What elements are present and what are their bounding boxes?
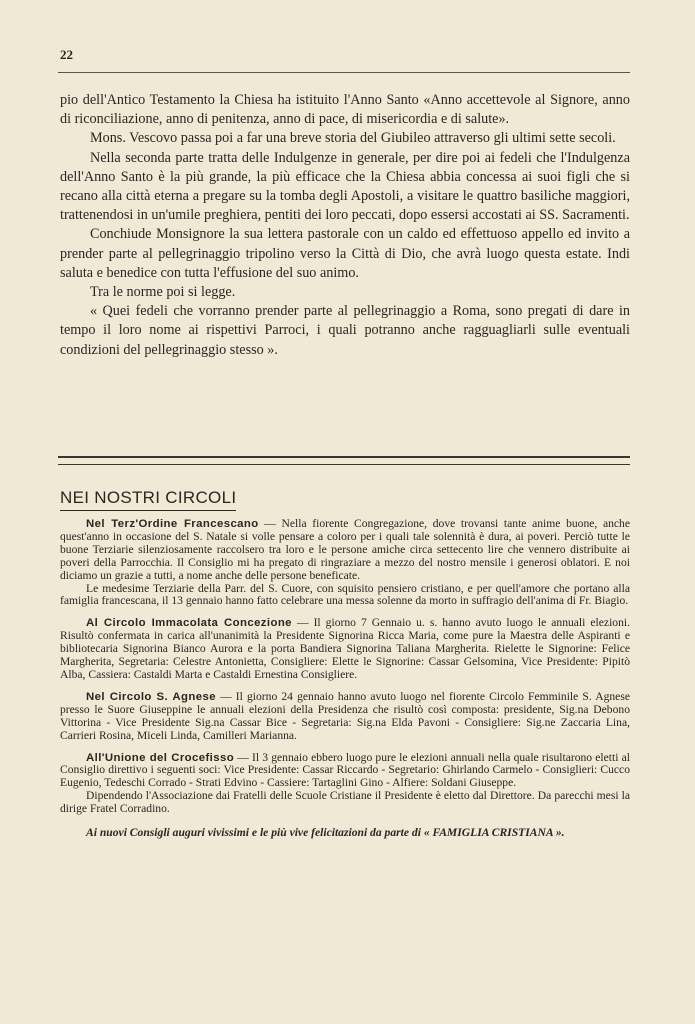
news-paragraph [60, 617, 630, 682]
body-paragraph: Mons. Vescovo passa poi a far una breve storia del Giubileo attraverso gli ultimi sette secoli. [90, 130, 616, 147]
news-text: — Nella fiorente Congregazione, dove trovansi tante anime buone, anche quest'anno in occasione del S. Natale si volle pensare a coloro per i quali tale solennità è dura, ai poveri. Perciò tutte le buone Terziarie silenziosamente raccolsero tra loro e le persone amiche circa settecento lire che vennero distribuite ai poveri della Parrocchia. Il Consiglio mi ha pregato di ringraziare a mezzo del nostro mensile i generosi oblatori. E noi diciamo un grazie a tutti, a nome anche delle persone beneficate. [60, 517, 631, 582]
news-item [60, 617, 630, 682]
body-paragraph: Tra le norme poi si legge. [90, 284, 236, 301]
news-heading: All'Unione del Crocefisso [86, 751, 235, 764]
closing-greeting: Ai nuovi Consigli auguri vivissimi e le più vive felicitazioni da parte di « FAMIGLIA CRISTIANA ». [86, 826, 565, 840]
news-heading: Nel Circolo S. Agnese [86, 690, 216, 703]
article-body [60, 91, 630, 360]
body-paragraph: pio dell'Antico Testamento la Chiesa ha istituito l'Anno Santo «Anno accettevole al Signore, anno di riconciliazione, anno di penitenza, anno di pace, di misericordia e di salute». [60, 92, 630, 128]
news-heading: Al Circolo Immacolata Concezione [86, 617, 292, 630]
body-paragraph: « Quei fedeli che vorranno prender parte al pellegrinaggio a Roma, sono pregati di dare in tempo il loro nome ai rispettivi Parroci, i quali potranno anche ragguagliarli sulle eventuali condizioni del pellegrinaggio stesso ». [60, 303, 630, 358]
section-title: NEI NOSTRI CIRCOLI [60, 488, 236, 511]
page-number: 22 [60, 47, 73, 62]
news-heading: Nel Terz'Ordine Francescano [86, 518, 259, 530]
body-paragraph: Nella seconda parte tratta delle Indulgenze in generale, per dire poi ai fedeli che l'Indulgenza dell'Anno Santo è la più grande, la più efficace che la Chiesa abbia concessa ai suoi figli che si recano alla città eterna a pregare su la tomba degli Apostoli, a visitare le quattro basiliche maggiori, trattenendosi in un'umile preghiera, pentiti dei loro peccati, dopo essersi accostati ai SS. Sacramenti. [60, 149, 630, 224]
news-paragraph-extra: Dipendendo l'Associazione dai Fratelli delle Scuole Cristiane il Presidente è eletto dal Direttore. Da parecchi mesi la dirige Fratel Corradino. [60, 789, 630, 816]
news-item [60, 691, 630, 743]
news-text: — Il giorno 7 Gennaio u. s. hanno avuto luogo le annuali elezioni. Risultò confermata in carica all'unanimità la Presidente Signorina Ricca Maria, come pure la Maestra delle Aspiranti e bibliotecaria Signorina Bianco Aurora e la porta Bandiera Signorina Taliana Margherita. Rielette le Signorine: Felice Margherita, Segretaria: Celestre Antonietta, Consigliere: Elette le Signorine: Cassar Gelsomina, Vice Presidente: Pipitò Alba, Cassiera: Castaldi Marta e Castaldi Ernestina Consigliere. [60, 616, 630, 681]
news-item [60, 518, 630, 608]
news-paragraph-extra: Le medesime Terziarie della Parr. del S. Cuore, con squisito pensiero cristiano, e per quell'amore che portano alla famiglia francescana, il 13 gennaio hanno fatto celebrare una messa solenne da morto in suffragio dell'anima di Fr. Biagio. [60, 581, 630, 608]
news-text: — Il 3 gennaio ebbero luogo pure le elezioni annuali nella quale risultarono eletti al Consiglio direttivo i seguenti soci: Vice Presidente: Cassar Riccardo - Segretario: Ghirlando Carmelo - Consiglieri: Cucco Eugenio, Tedeschi Corrado - Strati Edvino - Cassiere: Tartaglini Gino - Alfiere: Soldani Giuseppe. [60, 750, 630, 790]
news-paragraph [60, 518, 630, 583]
header-rule [58, 72, 630, 73]
news-item [60, 752, 630, 817]
news-paragraph [60, 691, 630, 743]
body-paragraph: Conchiude Monsignore la sua lettera pastorale con un caldo ed effettuoso appello ed invito a prender parte al pellegrinaggio tripolino verso la Città di Dio, che avrà luogo questa estate. Indi saluta e benedice con tutta l'effusione del suo animo. [60, 226, 630, 281]
news-text: — Il giorno 24 gennaio hanno avuto luogo nel fiorente Circolo Femminile S. Agnese presso le Suore Giuseppine le annuali elezioni della Presidenza che risultò così composta: presidente, Sig.na Debono Vittorina - Vice Presidente Sig.na Cassar Bice - Segretaria: Sig.na Elda Pavoni - Consigliere: Sig.ne Zaccaria Lina, Carrieri Rosina, Miceli Linda, Camilleri Marianna. [60, 689, 630, 742]
section-divider [58, 456, 630, 465]
circles-news [60, 518, 630, 840]
news-paragraph [60, 752, 630, 791]
